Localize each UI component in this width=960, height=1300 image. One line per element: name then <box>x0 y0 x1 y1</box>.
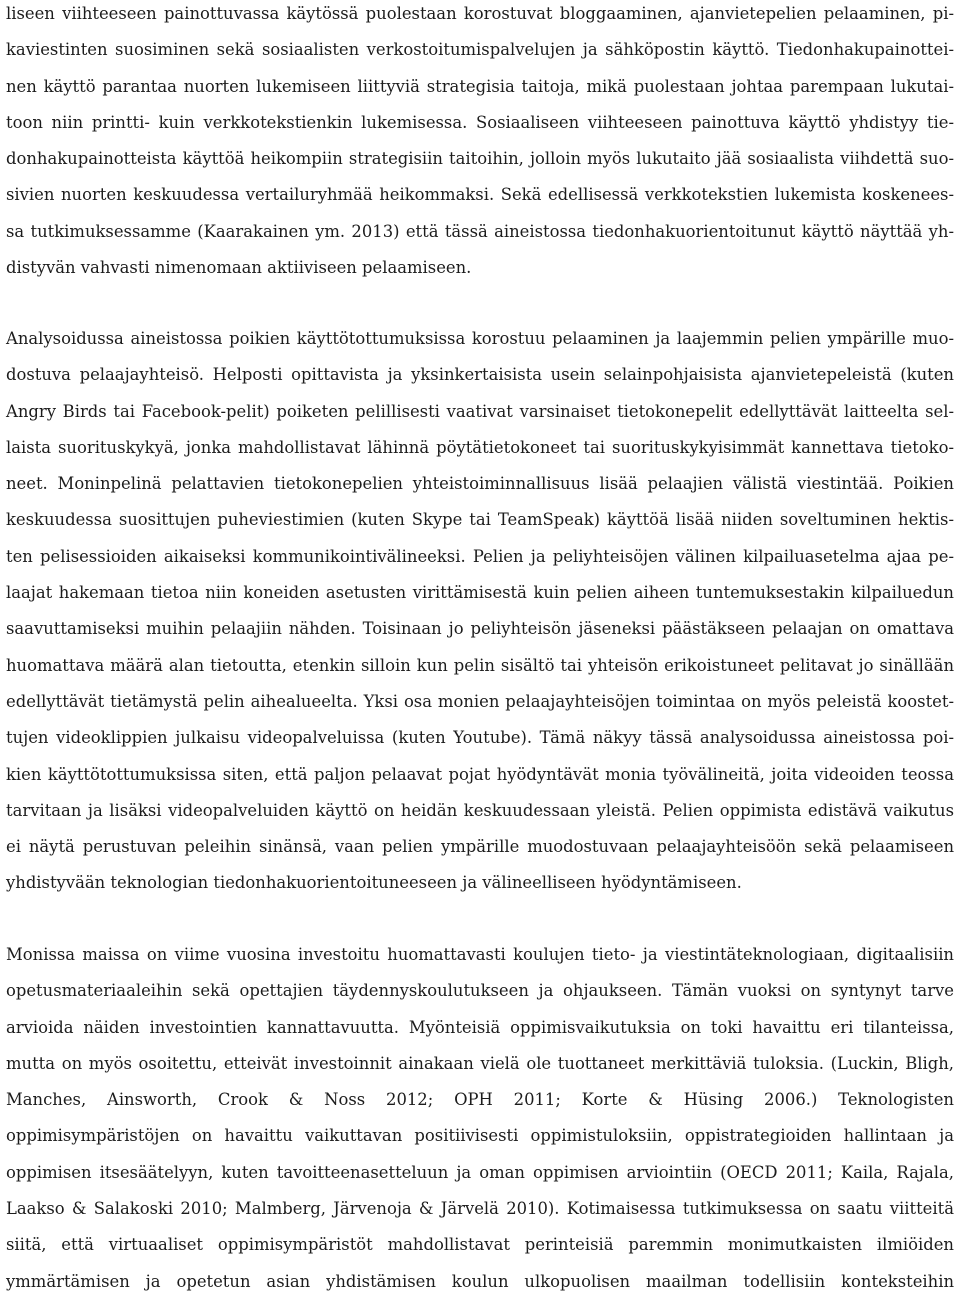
text-line: Monissa maissa on viime vuosina investoitu huomattavasti koulujen tieto- ja viestintäteknologiaan, digitaalisiin <box>6 945 954 964</box>
text-line: donhakupainotteista käyttöä heikompiin strategisiin taitoihin, jolloin myös lukutaito jää sosiaalista viihdettä suo- <box>6 149 954 169</box>
text-line: ei näytä perustuvan peleihin sinänsä, vaan pelien ympärille muodostuvaan pelaajayhteisöön sekä pelaamiseen <box>6 837 954 857</box>
text-line: Analysoidussa aineistossa poikien käyttötottumuksissa korostuu pelaaminen ja laajemmin pelien ympärille muo- <box>6 329 954 348</box>
text-line: nen käyttö parantaa nuorten lukemiseen liittyviä strategisia taitoja, mikä puolestaan johtaa parempaan lukutai- <box>6 76 954 96</box>
text-line: Laakso & Salakoski 2010; Malmberg, Järvenoja & Järvelä 2010). Kotimaisessa tutkimuksessa on saatu viitteitä <box>6 1199 954 1219</box>
text-line: edellyttävät tietämystä pelin aihealueelta. Yksi osa monien pelaajayhteisöjen toimintaa on myös peleistä koostet- <box>6 691 954 711</box>
paragraph-3 <box>6 937 954 1300</box>
text-line: ymmärtämisen ja opetetun asian yhdistämisen koulun ulkopuolisen maailman todellisiin konteksteihin <box>6 1271 954 1291</box>
text-line: sivien nuorten keskuudessa vertailuryhmää heikommaksi. Sekä edellisessä verkkotekstien lukemista koskenees- <box>6 185 954 205</box>
text-line: distyvän vahvasti nimenomaan aktiiviseen pelaamiseen. <box>6 258 472 278</box>
text-line: tujen videoklippien julkaisu videopalveluissa (kuten Youtube). Tämä näkyy tässä analysoidussa aineistossa poi- <box>6 728 954 748</box>
text-line: kien käyttötottumuksissa siten, että paljon pelaavat pojat hyödyntävät monia työvälineitä, joita videoiden teossa <box>6 764 954 784</box>
text-line: yhdistyvään teknologian tiedonhakuorientoituneeseen ja välineelliseen hyödyntämiseen. <box>6 873 742 893</box>
text-line: Angry Birds tai Facebook-pelit) poiketen pelillisesti vaativat varsinaiset tietokonepelit edellyttävät laitteelta sel- <box>6 401 954 421</box>
text-line: keskuudessa suosittujen puheviestimien (kuten Skype tai TeamSpeak) käyttöä lisää niiden soveltuminen hektis- <box>6 510 954 530</box>
text-line: tarvitaan ja lisäksi videopalveluiden käyttö on heidän keskuudessaan yleistä. Pelien oppimista edistävä vaikutus <box>6 800 954 820</box>
text-line: laajat hakemaan tietoa niin koneiden asetusten virittämisestä kuin pelien aiheen tuntemuksestakin kilpailuedun <box>6 583 954 603</box>
text-line: huomattava määrä alan tietoutta, etenkin silloin kun pelin sisältö tai yhteisön erikoistuneet pelitavat jo sinällään <box>6 655 954 675</box>
paragraph-1 <box>6 0 954 286</box>
text-line: laista suorituskykyä, jonka mahdollistavat lähinnä pöytätietokoneet tai suorituskykyisimmät kannettava tietoko- <box>6 437 954 457</box>
text-line: dostuva pelaajayhteisö. Helposti opittavista ja yksinkertaisista usein selainpohjaisista ajanvietepeleistä (kuten <box>6 365 954 385</box>
text-line: ten pelisessioiden aikaiseksi kommunikointivälineeksi. Pelien ja peliyhteisöjen välinen kilpailuasetelma ajaa pe- <box>6 546 954 566</box>
text-line: sa tutkimuksessamme (Kaarakainen ym. 2013) että tässä aineistossa tiedonhakuorientoitunut käyttö näyttää yh- <box>6 221 954 241</box>
text-line: neet. Moninpelinä pelattavien tietokonepelien yhteistoiminnallisuus lisää pelaajien välistä viestintää. Poikien <box>6 474 954 494</box>
text-line: siitä, että virtuaaliset oppimisympäristöt mahdollistavat perinteisiä paremmin monimutkaisten ilmiöiden <box>6 1235 954 1255</box>
text-line: Manches, Ainsworth, Crook & Noss 2012; OPH 2011; Korte & Hüsing 2006.) Teknologisten <box>6 1090 954 1110</box>
text-line: toon niin printti- kuin verkkotekstienkin lukemisessa. Sosiaaliseen viihteeseen painottuva käyttö yhdistyy tie- <box>6 112 954 132</box>
text-line: oppimisen itsesäätelyyn, kuten tavoitteenasetteluun ja oman oppimisen arviointiin (OECD 2011; Kaila, Rajala, <box>6 1162 954 1182</box>
text-line: arvioida näiden investointien kannattavuutta. Myönteisiä oppimisvaikutuksia on toki havaittu eri tilanteissa, <box>6 1017 954 1037</box>
text-line: oppimisympäristöjen on havaittu vaikuttavan positiivisesti oppimistuloksiin, oppistrategioiden hallintaan ja <box>6 1126 954 1146</box>
text-line: opetusmateriaaleihin sekä opettajien täydennyskoulutukseen ja ohjaukseen. Tämän vuoksi on syntynyt tarve <box>6 981 954 1001</box>
text-line: liseen viihteeseen painottuvassa käytössä puolestaan korostuvat bloggaaminen, ajanvietepelien pelaaminen, pi- <box>6 4 954 23</box>
text-line: saavuttamiseksi muihin pelaajiin nähden. Toisinaan jo peliyhteisön jäseneksi päästäkseen pelaajan on omattava <box>6 619 954 639</box>
text-line: kaviestinten suosiminen sekä sosiaalisten verkostoitumispalvelujen ja sähköpostin käyttö. Tiedonhakupainottei- <box>6 40 954 60</box>
text-line: mutta on myös osoitettu, etteivät investoinnit ainakaan vielä ole tuottaneet merkittäviä tuloksia. (Luckin, Bligh, <box>6 1053 954 1073</box>
paragraph-2 <box>6 321 954 902</box>
